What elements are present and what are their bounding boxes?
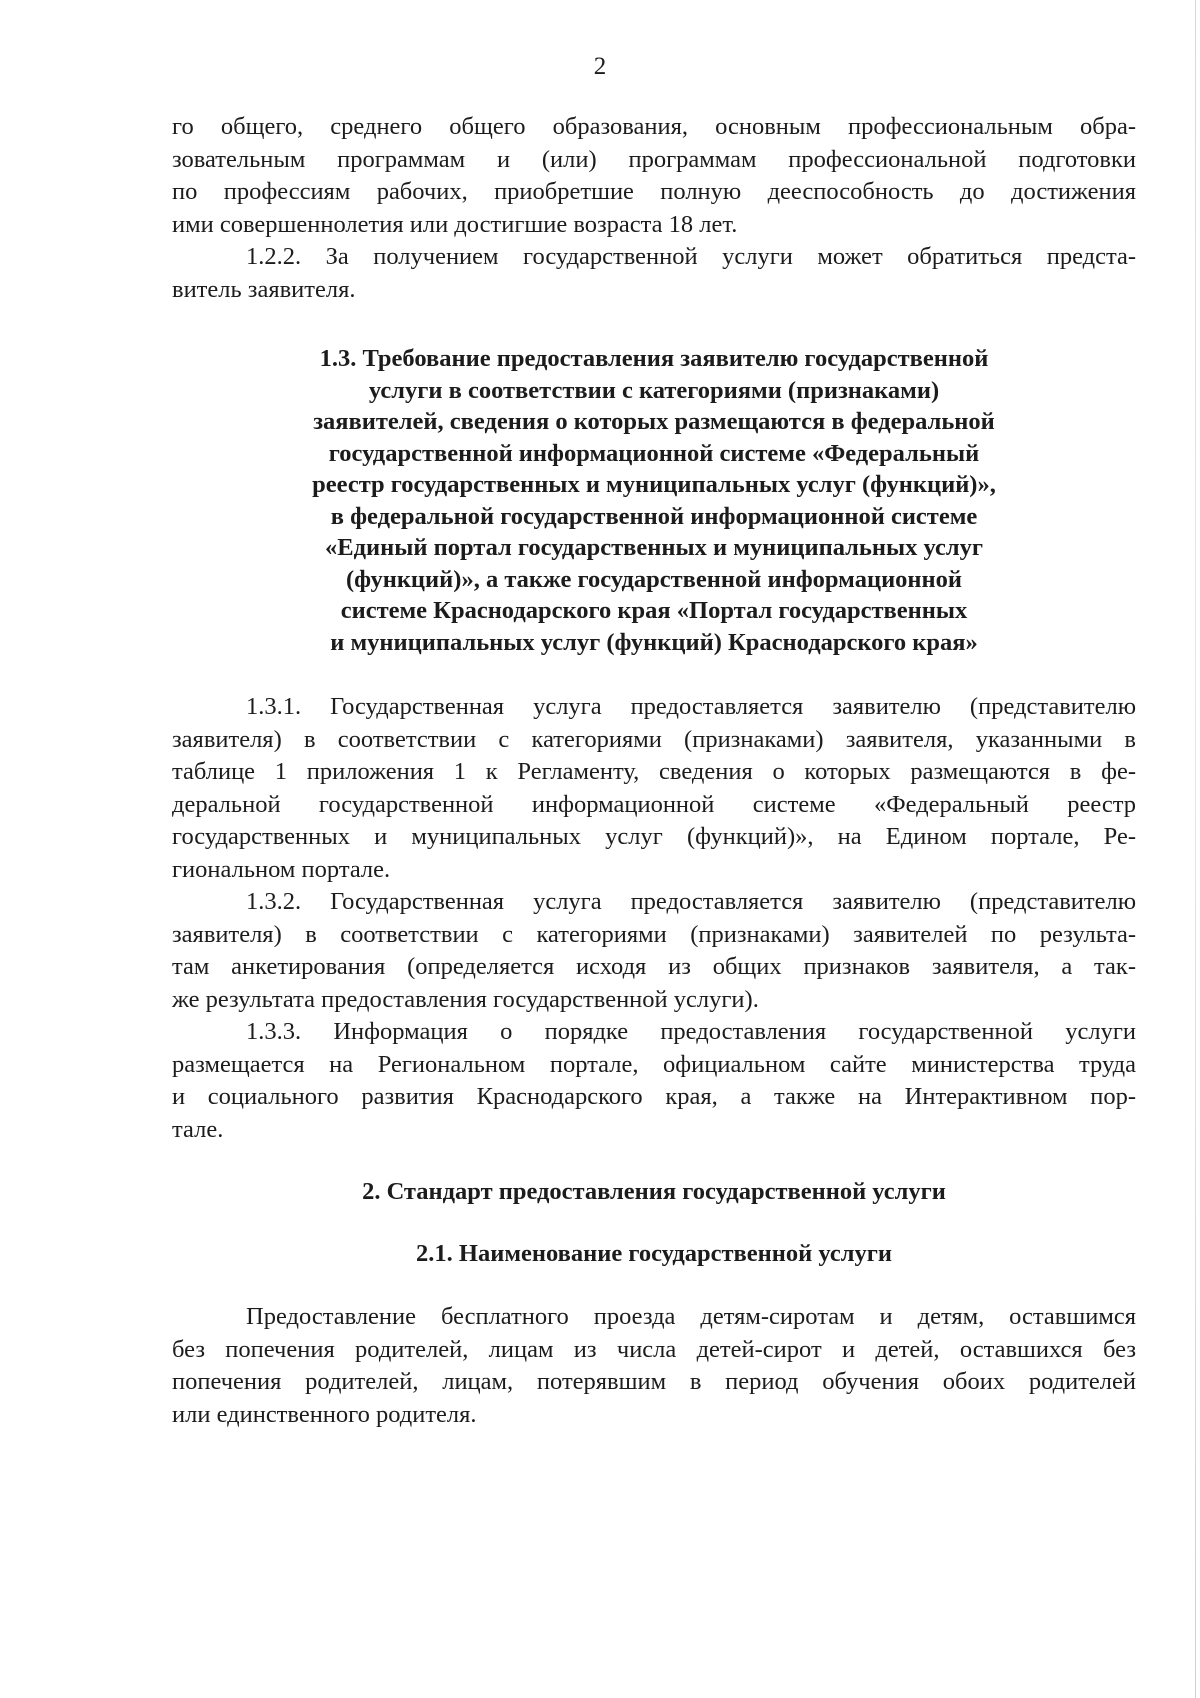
heading-line: услуги в соответствии с категориями (признаками) bbox=[368, 376, 940, 404]
text-line: 1.3.2. Государственная услуга предоставляется заявителю (представителю bbox=[246, 888, 1136, 915]
intro-paragraph bbox=[172, 111, 1136, 241]
text-line: размещается на Региональном портале, официальном сайте министерства труда bbox=[172, 1050, 1136, 1078]
section-heading-1-3 bbox=[172, 343, 1136, 658]
text-line: таблице 1 приложения 1 к Регламенту, сведения о которых размещаются в фе- bbox=[172, 758, 1136, 785]
document-body bbox=[172, 111, 1136, 1431]
heading-line: заявителей, сведения о которых размещаются в федеральной bbox=[313, 408, 995, 435]
text-line: по профессиям рабочих, приобретшие полную дееспособность до достижения bbox=[172, 178, 1136, 205]
text-line: гиональном портале. bbox=[172, 855, 391, 883]
text-line: попечения родителей, лицам, потерявшим в период обучения обоих родителей bbox=[172, 1368, 1136, 1395]
heading-line: в федеральной государственной информационной системе bbox=[330, 502, 978, 530]
text-line: ими совершеннолетия или достигшие возраста 18 лет. bbox=[172, 210, 738, 238]
page-number: 2 bbox=[593, 53, 607, 80]
heading-line: «Единый портал государственных и муниципальных услуг bbox=[324, 534, 983, 561]
text-line: 1.3.1. Государственная услуга предоставляется заявителю (представителю bbox=[246, 693, 1136, 720]
text-line: государственных и муниципальных услуг (функций)», на Едином портале, Ре- bbox=[172, 823, 1136, 850]
heading-line: и муниципальных услуг (функций) Краснодарского края» bbox=[330, 628, 978, 656]
heading-line: системе Краснодарского края «Портал государственных bbox=[340, 597, 968, 624]
text-line: 1.3.3. Информация о порядке предоставления государственной услуги bbox=[246, 1018, 1136, 1045]
section-heading-2-1 bbox=[172, 1238, 1136, 1270]
section-heading-2 bbox=[172, 1176, 1136, 1208]
clause-1-3-2 bbox=[172, 886, 1136, 1016]
text-line: заявителя) в соответствии с категориями (признаками) заявителей по результа- bbox=[172, 920, 1136, 948]
scan-edge-line bbox=[1195, 0, 1196, 1698]
heading-line: реестр государственных и муниципальных услуг (функций)», bbox=[312, 471, 996, 498]
text-line: деральной государственной информационной системе «Федеральный реестр bbox=[172, 790, 1136, 818]
heading-line: (функций)», а также государственной информационной bbox=[345, 565, 963, 593]
heading-line: 2. Стандарт предоставления государственной услуги bbox=[362, 1178, 946, 1205]
text-line: витель заявителя. bbox=[172, 275, 356, 303]
text-line: там анкетирования (определяется исходя из общих признаков заявителя, а так- bbox=[172, 953, 1136, 980]
text-line: зовательным программам и (или) программам профессиональной подготовки bbox=[172, 145, 1136, 173]
text-line: тале. bbox=[172, 1115, 224, 1143]
clause-1-3-3 bbox=[172, 1016, 1136, 1146]
text-line: Предоставление бесплатного проезда детям-сиротам и детям, оставшимся bbox=[246, 1303, 1136, 1330]
clause-1-2-2 bbox=[172, 241, 1136, 306]
clause-1-3-1 bbox=[172, 691, 1136, 886]
heading-line: 1.3. Требование предоставления заявителю государственной bbox=[319, 345, 989, 372]
service-name-paragraph bbox=[172, 1301, 1136, 1431]
text-line: без попечения родителей, лицам из числа детей-сирот и детей, оставшихся без bbox=[172, 1335, 1136, 1363]
text-line: же результата предоставления государственной услуги). bbox=[172, 985, 759, 1013]
text-line: 1.2.2. За получением государственной услуги может обратиться предста- bbox=[246, 243, 1136, 270]
text-line: или единственного родителя. bbox=[172, 1400, 477, 1428]
text-line: го общего, среднего общего образования, основным профессиональным обра- bbox=[172, 113, 1136, 140]
text-line: заявителя) в соответствии с категориями (признаками) заявителя, указанными в bbox=[172, 725, 1136, 753]
text-line: и социального развития Краснодарского края, а также на Интерактивном пор- bbox=[172, 1083, 1136, 1110]
heading-line: 2.1. Наименование государственной услуги bbox=[416, 1239, 892, 1267]
heading-line: государственной информационной системе «Федеральный bbox=[328, 439, 980, 467]
